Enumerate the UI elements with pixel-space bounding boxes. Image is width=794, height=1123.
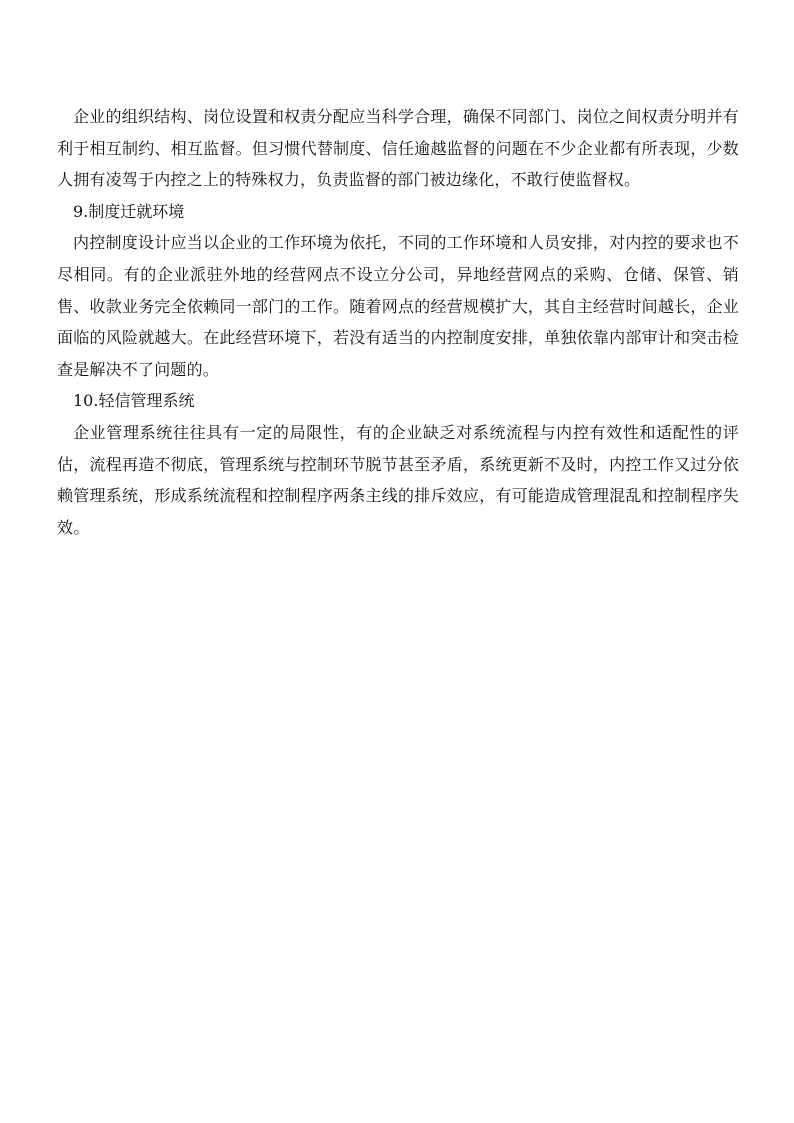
heading-management-system: 10.轻信管理系统 <box>73 391 195 411</box>
document-page <box>57 101 739 543</box>
heading-system-environment: 9.制度迁就环境 <box>73 201 185 221</box>
paragraph-management-system: 企业管理系统往往具有一定的局限性，有的企业缺乏对系统流程与内控有效性和适配性的评估，流程再造不彻底，管理系统与控制环节脱节甚至矛盾，系统更新不及时，内控工作又过分依赖管理系统，形成系统流程和控制程序两条主线的排斥效应，有可能造成管理混乱和控制程序失效。 <box>57 422 739 537</box>
paragraph-work-environment: 内控制度设计应当以企业的工作环境为依托，不同的工作环境和人员安排，对内控的要求也不尽相同。有的企业派驻外地的经营网点不设立分公司，异地经营网点的采购、仓储、保管、销售、收款业务完全依赖同一部门的工作。随着网点的经营规模扩大，其自主经营时间越长，企业面临的风险就越大。在此经营环境下，若没有适当的内控制度安排，单独依靠内部审计和突击检查是解决不了问题的。 <box>57 233 739 379</box>
paragraph-org-structure: 企业的组织结构、岗位设置和权责分配应当科学合理，确保不同部门、岗位之间权责分明并有利于相互制约、相互监督。但习惯代替制度、信任逾越监督的问题在不少企业都有所表现，少数人拥有凌驾于内控之上的特殊权力，负责监督的部门被边缘化，不敢行使监督权。 <box>57 107 739 190</box>
